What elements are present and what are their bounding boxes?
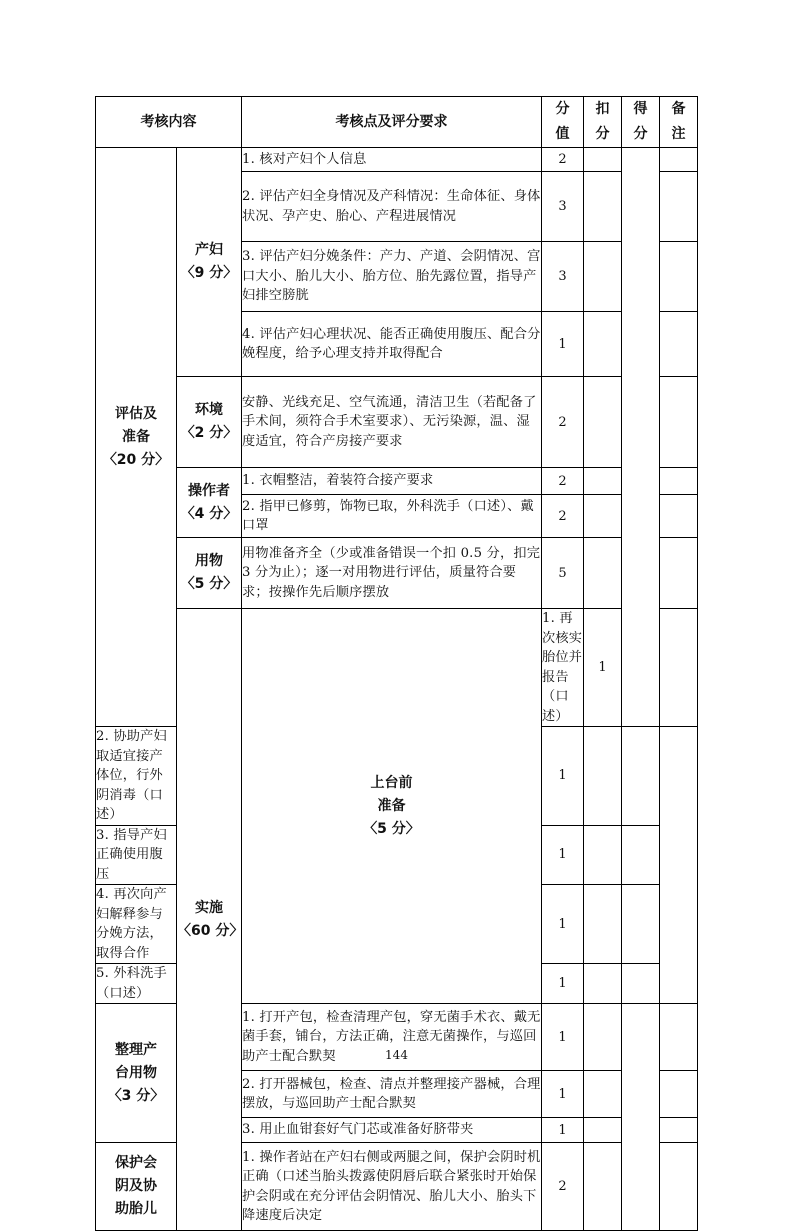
requirement-text: 4. 再次向产妇解释参与分娩方法，取得合作 [96,885,177,964]
deduct-cell[interactable] [584,377,622,468]
group-pre-delivery-title: 上台前 准备 〈5 分〉 [242,609,542,1004]
header-deduct: 扣 分 [584,97,622,148]
requirement-text: 1. 操作者站在产妇右侧或两腿之间，保护会阴时机正确（口述当胎头拨露使阴唇后联合紧张时开始保护会阴或在充分评估会阴情况、胎儿大小、胎头下降速度后决定 [242,1143,542,1231]
table-row [96,609,698,727]
remarks-cell[interactable] [622,825,660,885]
requirement-text: 1. 再次核实胎位并报告（口述） [542,609,584,727]
points-value: 1 [542,885,584,964]
points-value: 2 [542,377,584,468]
requirement-text: 2. 打开器械包，检查、清点并整理接产器械，合理摆放，与巡回助产士配合默契 [242,1071,542,1118]
points-value: 2 [542,1143,584,1231]
remarks-cell[interactable] [660,377,698,468]
deduct-cell[interactable] [584,825,622,885]
requirement-text: 1. 核对产妇个人信息 [242,148,542,172]
remarks-cell[interactable] [660,242,698,312]
group-perineum-title: 保护会 阴及协 助胎儿 [96,1143,177,1231]
deduct-cell[interactable] [584,964,622,1004]
score-cell[interactable] [622,1004,660,1231]
points-value: 1 [542,964,584,1004]
remarks-cell[interactable] [660,172,698,242]
remarks-cell[interactable] [660,148,698,172]
requirement-text: 2. 协助产妇取适宜接产体位，行外阴消毒（口述） [96,727,177,826]
deduct-cell[interactable] [584,727,622,826]
requirement-text: 1. 衣帽整洁，着装符合接产要求 [242,468,542,495]
group-supplies-title: 用物 〈5 分〉 [177,538,242,609]
points-value: 3 [542,172,584,242]
points-value: 1 [542,1004,584,1071]
requirement-text: 安静、光线充足、空气流通，清洁卫生（若配备了手术间，须符合手术室要求）、无污染源，温、湿度适宜，符合产房接产要求 [242,377,542,468]
deduct-cell[interactable] [584,538,622,609]
header-content: 考核内容 [96,97,242,148]
score-cell[interactable] [622,148,660,727]
deduct-cell[interactable] [660,609,698,727]
remarks-cell[interactable] [660,312,698,377]
table-header-row [96,97,698,148]
requirement-text: 1. 打开产包，检查清理产包，穿无菌手术衣、戴无菌手套，铺台，方法正确，注意无菌操作，与巡回助产士配合默契 [242,1004,542,1071]
points-value: 1 [584,609,622,727]
points-value: 2 [542,468,584,495]
remarks-cell[interactable] [622,885,660,964]
deduct-cell[interactable] [584,312,622,377]
requirement-text: 2. 指甲已修剪，饰物已取，外科洗手（口述）、戴口罩 [242,495,542,538]
requirement-text: 2. 评估产妇全身情况及产科情况：生命体征、身体状况、孕产史、胎心、产程进展情况 [242,172,542,242]
header-requirements: 考核点及评分要求 [242,97,542,148]
table-row [96,468,698,495]
deduct-cell[interactable] [584,148,622,172]
deduct-cell[interactable] [584,242,622,312]
deduct-cell[interactable] [584,1143,622,1231]
remarks-cell[interactable] [622,964,660,1004]
deduct-cell[interactable] [584,1071,622,1118]
table-row [96,377,698,468]
points-value: 2 [542,495,584,538]
requirement-text: 5. 外科洗手（口述） [96,964,177,1004]
table-row [96,148,698,172]
header-points: 分 值 [542,97,584,148]
points-value: 1 [542,727,584,826]
remarks-cell[interactable] [660,1118,698,1143]
requirement-text: 用物准备齐全（少或准备错误一个扣 0.5 分，扣完 3 分为止）；逐一对用物进行评估，质量符合要求；按操作先后顺序摆放 [242,538,542,609]
header-score: 得 分 [622,97,660,148]
group-environment-title: 环境 〈2 分〉 [177,377,242,468]
page-number: 144 [385,1048,408,1062]
points-value: 1 [542,1118,584,1143]
points-value: 1 [542,312,584,377]
deduct-cell[interactable] [584,1118,622,1143]
group-table-setup-title: 整理产 台用物 〈3 分〉 [96,1004,177,1143]
points-value: 2 [542,148,584,172]
group-operator-title: 操作者 〈4 分〉 [177,468,242,538]
remarks-cell[interactable] [660,468,698,495]
points-value: 1 [542,825,584,885]
requirement-text: 3. 指导产妇正确使用腹压 [96,825,177,885]
points-value: 3 [542,242,584,312]
remarks-cell[interactable] [622,727,660,826]
table-row [96,538,698,609]
header-remarks: 备 注 [660,97,698,148]
remarks-cell[interactable] [660,1071,698,1118]
requirement-text: 4. 评估产妇心理状况、能否正确使用腹压、配合分娩程度，给予心理支持并取得配合 [242,312,542,377]
deduct-cell[interactable] [584,468,622,495]
remarks-cell[interactable] [660,495,698,538]
points-value: 5 [542,538,584,609]
section-assessment-title: 评估及 准备 〈20 分〉 [96,148,177,727]
deduct-cell[interactable] [584,172,622,242]
requirement-text: 3. 评估产妇分娩条件：产力、产道、会阴情况、宫口大小、胎儿大小、胎方位、胎先露位置，指导产妇排空膀胱 [242,242,542,312]
requirement-text: 3. 用止血钳套好气门芯或准备好脐带夹 [242,1118,542,1143]
group-mother-title: 产妇 〈9 分〉 [177,148,242,377]
deduct-cell[interactable] [584,885,622,964]
deduct-cell[interactable] [584,495,622,538]
section-implementation-title: 实施 〈60 分〉 [177,609,242,1231]
points-value: 1 [542,1071,584,1118]
remarks-cell[interactable] [660,1143,698,1231]
remarks-cell[interactable] [660,538,698,609]
